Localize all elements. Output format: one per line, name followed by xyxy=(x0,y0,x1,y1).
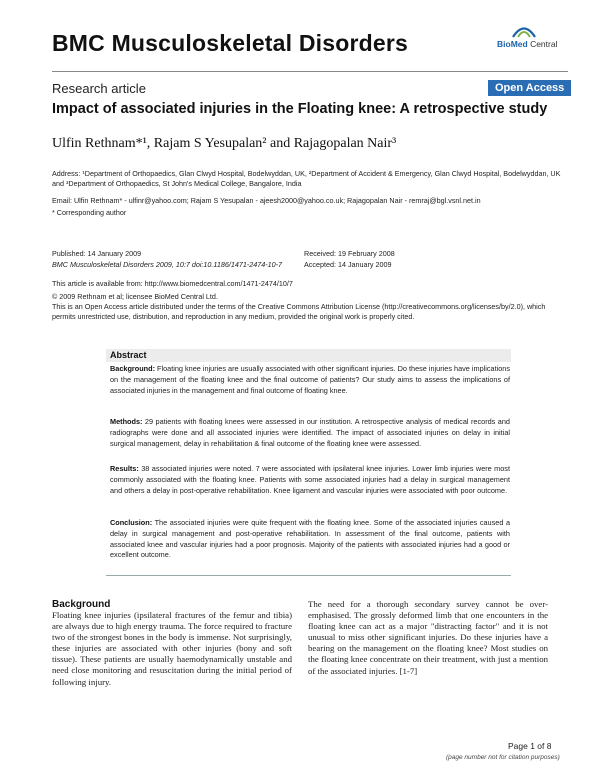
accepted-date: Accepted: 14 January 2009 xyxy=(304,260,392,270)
abstract-background: Background: Floating knee injuries are usually associated with other significant injuries. Do these injuries have implications on the management of the floating knee and the final outcome of patients? Our study aims to assess the implications of associated injuries in the management and final outcome of floating knee. xyxy=(110,364,510,395)
page-number: Page 1 of 8 xyxy=(508,741,552,751)
license-block xyxy=(52,292,562,322)
background-heading: Background xyxy=(52,599,111,610)
body-text-left-column: Floating knee injuries (ipsilateral fractures of the femur and tibia) are always due to high energy trauma. The force required to fracture two of the strongest bones in the body is immense. Not surprisingly, these injuries are associated with other injuries (bony and soft tissue). These patients are usually haemodynamically unstable and need close monitoring and resuscitation during the initial period of following injury. xyxy=(52,610,293,687)
logo-arc-icon xyxy=(511,24,537,38)
journal-title: BMC Musculoskeletal Disorders xyxy=(52,30,409,56)
copyright: © 2009 Rethnam et al; licensee BioMed Central Ltd. xyxy=(52,292,218,301)
author-address: Address: ¹Department of Orthopaedics, Glan Clwyd Hospital, Bodelwyddan, UK, ²Department of Accident & Emergency, Glan Clwyd Hospital, Bodelwyddan, UK and ³Department of Orthopaedics, St John's Medical College, Bangalore, India xyxy=(52,169,561,188)
author-emails: Email: Ulfin Rethnam* - ulfinr@yahoo.com; Rajam S Yesupalan - ajeesh2000@yahoo.co.uk; Rajagopalan Nair - remraj@bgl.vsnl.net.in xyxy=(52,196,481,205)
logo-text: BioMed Central xyxy=(497,39,558,49)
publication-info xyxy=(52,249,302,272)
authors: Ulfin Rethnam*¹, Rajam S Yesupalan² and Rajagopalan Nair³ xyxy=(52,136,397,151)
article-type: Research article xyxy=(52,81,146,96)
header-divider xyxy=(52,71,568,72)
abstract-heading: Abstract xyxy=(106,349,511,362)
abstract-conclusion: Conclusion: The associated injuries were quite frequent with the floating knee. Some of the associated injuries caused a delay in surgical management and post-operative rehabilitation. In assessment of the final outcome, patients with associated knee and vascular injuries had a poor prognosis. Majority of the patients with associated injuries had a good or excellent outcome. xyxy=(110,518,510,560)
received-date: Received: 19 February 2008 xyxy=(304,249,395,258)
abstract-results: Results: 38 associated injuries were noted. 7 were associated with ipsilateral knee injuries. Lower limb injuries were most commonly associated with the floating knee. Patients with some associated injuries had a delay in surgical management and others a delay in post-operative rehabilitation. Knee ligament and vascular injuries were associated with poor outcome. xyxy=(110,464,510,495)
open-access-badge: Open Access xyxy=(488,80,571,96)
article-url[interactable]: This article is available from: http://www.biomedcentral.com/1471-2474/10/7 xyxy=(52,279,293,288)
page-number-note: (page number not for citation purposes) xyxy=(446,754,560,761)
abstract-methods: Methods: 29 patients with floating knees were assessed in our institution. A retrospective analysis of medical records and radiographs were done and all associated injuries were identified. The impact of associated injuries on delay in initial surgical management, delay in rehabilitation & final outcome of the floating knee were assessed. xyxy=(110,417,510,448)
citation: BMC Musculoskeletal Disorders 2009, 10:7 doi:10.1186/1471-2474-10-7 xyxy=(52,260,283,270)
published-date: Published: 14 January 2009 xyxy=(52,249,142,258)
body-text-right-column: The need for a thorough secondary survey cannot be over-emphasised. The grossly deformed limb that one encounters in the floating knee can act as a major "distracting factor" and it is not unusual to miss other significant injuries. Do these injuries have a bearing on the management on the floating knee? Most studies on the floating knee concentrate on their treatment, with just a mention of the associated injuries. [1-7] xyxy=(308,599,548,676)
review-dates xyxy=(304,249,554,272)
article-title: Impact of associated injuries in the Floating knee: A retrospective study xyxy=(52,101,548,117)
license-text: This is an Open Access article distributed under the terms of the Creative Commons Attribution License (http://creativecommons.org/licenses/by/2.0), which permits unrestricted use, distribution, and reproduction in any medium, provided the original work is properly cited. xyxy=(52,302,546,321)
corresponding-author-note: * Corresponding author xyxy=(52,208,127,217)
biomed-central-logo xyxy=(497,24,567,52)
